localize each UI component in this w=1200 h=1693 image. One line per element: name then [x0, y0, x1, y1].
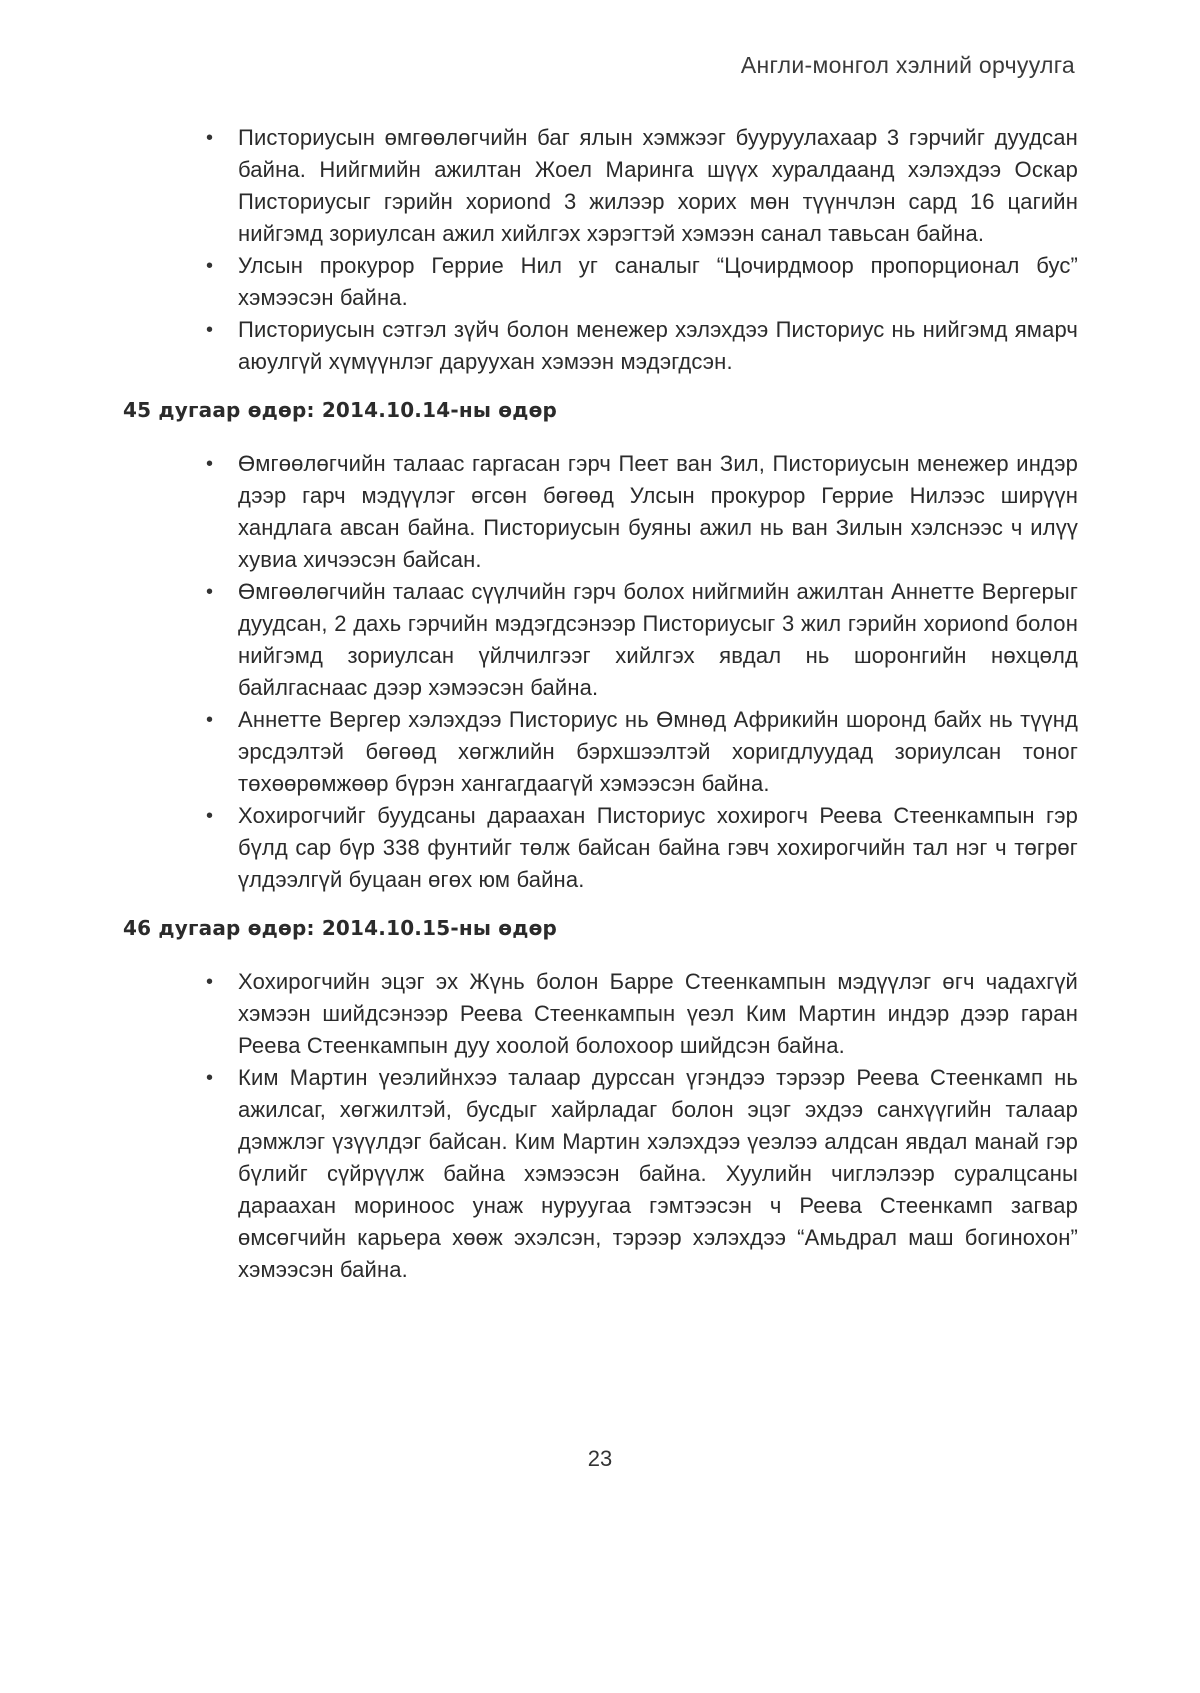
list-item-text: Өмгөөлөгчийн талаас гаргасан гэрч Пеет ван Зил, Писториусын менежер индэр дээр гарч мэдүүлэг өгсөн бөгөөд Улсын прокурор Геррие Нилээс ширүүн хандлага авсан байна. Писториусын буяны ажил нь ван Зилын хэлснээс ч илүү хувиа хичээсэн байсан.: [238, 451, 1078, 572]
running-header: Англи-монгол хэлний орчуулга: [740, 52, 1075, 78]
bullet-icon: •: [206, 319, 214, 341]
list-item: [206, 800, 1078, 896]
list-item: [206, 966, 1078, 1062]
page-number: 23: [587, 1446, 613, 1471]
list-item-text: Өмгөөлөгчийн талаас сүүлчийн гэрч болох нийгмийн ажилтан Аннетте Вергерыг дуудсан, 2 дахь гэрчийн мэдэгдсэнээр Писториусыг 3 жил гэрийн хориond болон нийгэмд зориулсан үйлчилгээг хийлгэх явдал нь шоронгийн нөхцөлд байлгаснаас дээр хэмээсэн байна.: [238, 579, 1078, 700]
list-item: [206, 314, 1078, 378]
list-item-text: Писториусын сэтгэл зүйч болон менежер хэлэхдээ Писториус нь нийгэмд ямарч аюулгүй хүмүүнлэг даруухан хэмээн мэдэгдсэн.: [238, 317, 1078, 374]
bullet-icon: •: [206, 1067, 214, 1089]
list-item: [206, 1062, 1078, 1286]
list-item-text: Аннетте Вергер хэлэхдээ Писториус нь Өмнөд Африкийн шоронд байх нь түүнд эрсдэлтэй бөгөөд хөгжлийн бэрхшээлтэй хоригдлуудад зориулсан тоног төхөөрөмжөөр бүрэн хангагдаагүй хэмээсэн байна.: [238, 707, 1078, 796]
list-item: [206, 448, 1078, 576]
bullet-icon: •: [206, 971, 214, 993]
day-45-bullet-list: [123, 448, 1078, 896]
list-item-text: Ким Мартин үеэлийнхээ талаар дурссан үгэндээ тэрээр Реева Стеенкамп нь ажилсаг, хөгжилтэй, бусдыг хайрладаг болон эцэг эхдээ санхүүгийн талаар дэмжлэг үзүүлдэг байсан. Ким Мартин хэлэхдээ үеэлээ алдсан явдал манай гэр бүлийг сүйрүүлж байна хэмээсэн байна. Хуулийн чиглэлээр суралцсаны дараахан мориноос унаж нуруугаа гэмтээсэн ч Реева Стеенкамп загвар өмсөгчийн карьера хөөж эхэлсэн, тэрээр хэлэхдээ “Амьдрал маш богинохон” хэмээсэн байна.: [238, 1065, 1078, 1282]
bullet-icon: •: [206, 709, 214, 731]
page-body: [123, 122, 1078, 1286]
list-item-text: Писториусын өмгөөлөгчийн баг ялын хэмжээг бууруулахаар 3 гэрчийг дуудсан байна. Нийгмийн ажилтан Жоел Маринга шүүх хуралдаанд хэлэхдээ Оскар Писториусыг гэрийн хориond 3 жилээр хорих мөн түүнчлэн сард 16 цагийн нийгэмд зориулсан ажил хийлгэх хэрэгтэй хэмээн санал тавьсан байна.: [238, 125, 1078, 246]
intro-bullet-list: [123, 122, 1078, 378]
list-item-text: Хохирогчийн эцэг эх Жүнь болон Барре Стеенкампын мэдүүлэг өгч чадахгүй хэмээн шийдсэнээр Реева Стеенкампын үеэл Ким Мартин индэр дээр гаран Реева Стеенкампын дуу хоолой болохоор шийдсэн байна.: [238, 969, 1078, 1058]
bullet-icon: •: [206, 255, 214, 277]
bullet-icon: •: [206, 581, 214, 603]
day-46-bullet-list: [123, 966, 1078, 1286]
section-heading-day-46: 46 дугаар өдөр: 2014.10.15-ны өдөр: [123, 916, 558, 940]
bullet-icon: •: [206, 805, 214, 827]
bullet-icon: •: [206, 453, 214, 475]
list-item: [206, 250, 1078, 314]
list-item: [206, 576, 1078, 704]
bullet-icon: •: [206, 127, 214, 149]
section-heading-day-45: 45 дугаар өдөр: 2014.10.14-ны өдөр: [123, 398, 558, 422]
list-item: [206, 704, 1078, 800]
list-item-text: Хохирогчийг буудсаны дараахан Писториус хохирогч Реева Стеенкампын гэр бүлд сар бүр 338 фунтийг төлж байсан байна гэвч хохирогчийн тал нэг ч төгрөг үлдээлгүй буцаан өгөх юм байна.: [238, 803, 1078, 892]
list-item: [206, 122, 1078, 250]
list-item-text: Улсын прокурор Геррие Нил уг саналыг “Цочирдмоор пропорционал бус” хэмээсэн байна.: [238, 253, 1078, 310]
